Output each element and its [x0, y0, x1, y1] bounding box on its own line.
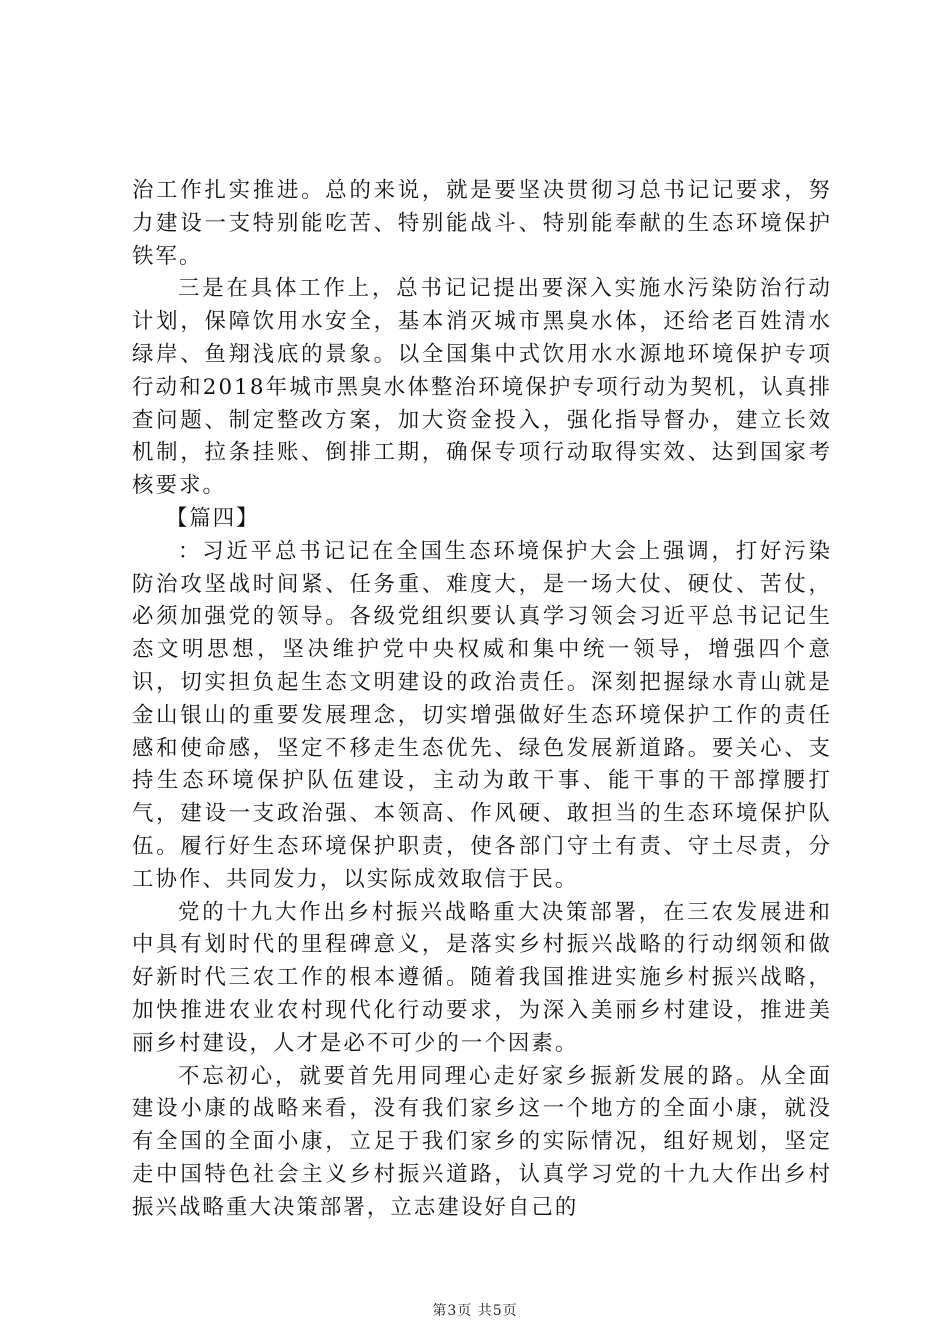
- paragraph-ecological-protection: ：习近平总书记记在全国生态环境保护大会上强调，打好污染防治攻坚战时间紧、任务重、难度大，是一场大仗、硬仗、苦仗，必须加强党的领导。各级党组织要认真学习领会习近平总书记记生态文明思想，坚决维护党中央权威和集中统一领导，增强四个意识，切实担负起生态文明建设的政治责任。深刻把握绿水青山就是金山银山的重要发展理念，切实增强做好生态环境保护工作的责任感和使命感，坚定不移走生态优先、绿色发展新道路。要关心、支持生态环境保护队伍建设，主动为敢干事、能干事的干部撑腰打气，建设一支政治强、本领高、作风硬、敢担当的生态环境保护队伍。履行好生态环境保护职责，使各部门守土有责、守土尽责，分工协作、共同发力，以实际成效取信于民。: [132, 538, 832, 892]
- page-number-footer: 第3页 共5页: [432, 1303, 518, 1319]
- paragraph-rural-revitalization: 党的十九大作出乡村振兴战略重大决策部署，在三农发展进和中具有划时代的里程碑意义，是落实乡村振兴战略的行动纲领和做好新时代三农工作的根本遵循。随着我国推进实施乡村振兴战略，加快推进农业农村现代化行动要求，为深入美丽乡村建设，推进美丽乡村建设，人才是必不可少的一个因素。: [132, 899, 832, 1056]
- paragraph-continuation: 治工作扎实推进。总的来说，就是要坚决贯彻习总书记记要求，努力建设一支特别能吃苦、特别能战斗、特别能奉献的生态环境保护铁军。: [132, 178, 832, 269]
- section-heading: 【篇四】: [166, 505, 260, 531]
- document-body: [132, 175, 832, 1225]
- paragraph-original-aspiration: 不忘初心，就要首先用同理心走好家乡振新发展的路。从全面建设小康的战略来看，没有我们家乡这一个地方的全面小康，就没有全国的全面小康，立足于我们家乡的实际情况，组好规划，坚定走中国特色社会主义乡村振兴道路，认真学习党的十九大作出乡村振兴战略重大决策部署，立志建设好自己的: [132, 1063, 832, 1220]
- paragraph-water-pollution: 三是在具体工作上，总书记记提出要深入实施水污染防治行动计划，保障饮用水安全，基本消灭城市黑臭水体，还给老百姓清水绿岸、鱼翔浅底的景象。以全国集中式饮用水水源地环境保护专项行动和2018年城市黑臭水体整治环境保护专项行动为契机，认真排查问题、制定整改方案，加大资金投入，强化指导督办，建立长效机制，拉条挂账、倒排工期，确保专项行动取得实效、达到国家考核要求。: [132, 276, 832, 499]
